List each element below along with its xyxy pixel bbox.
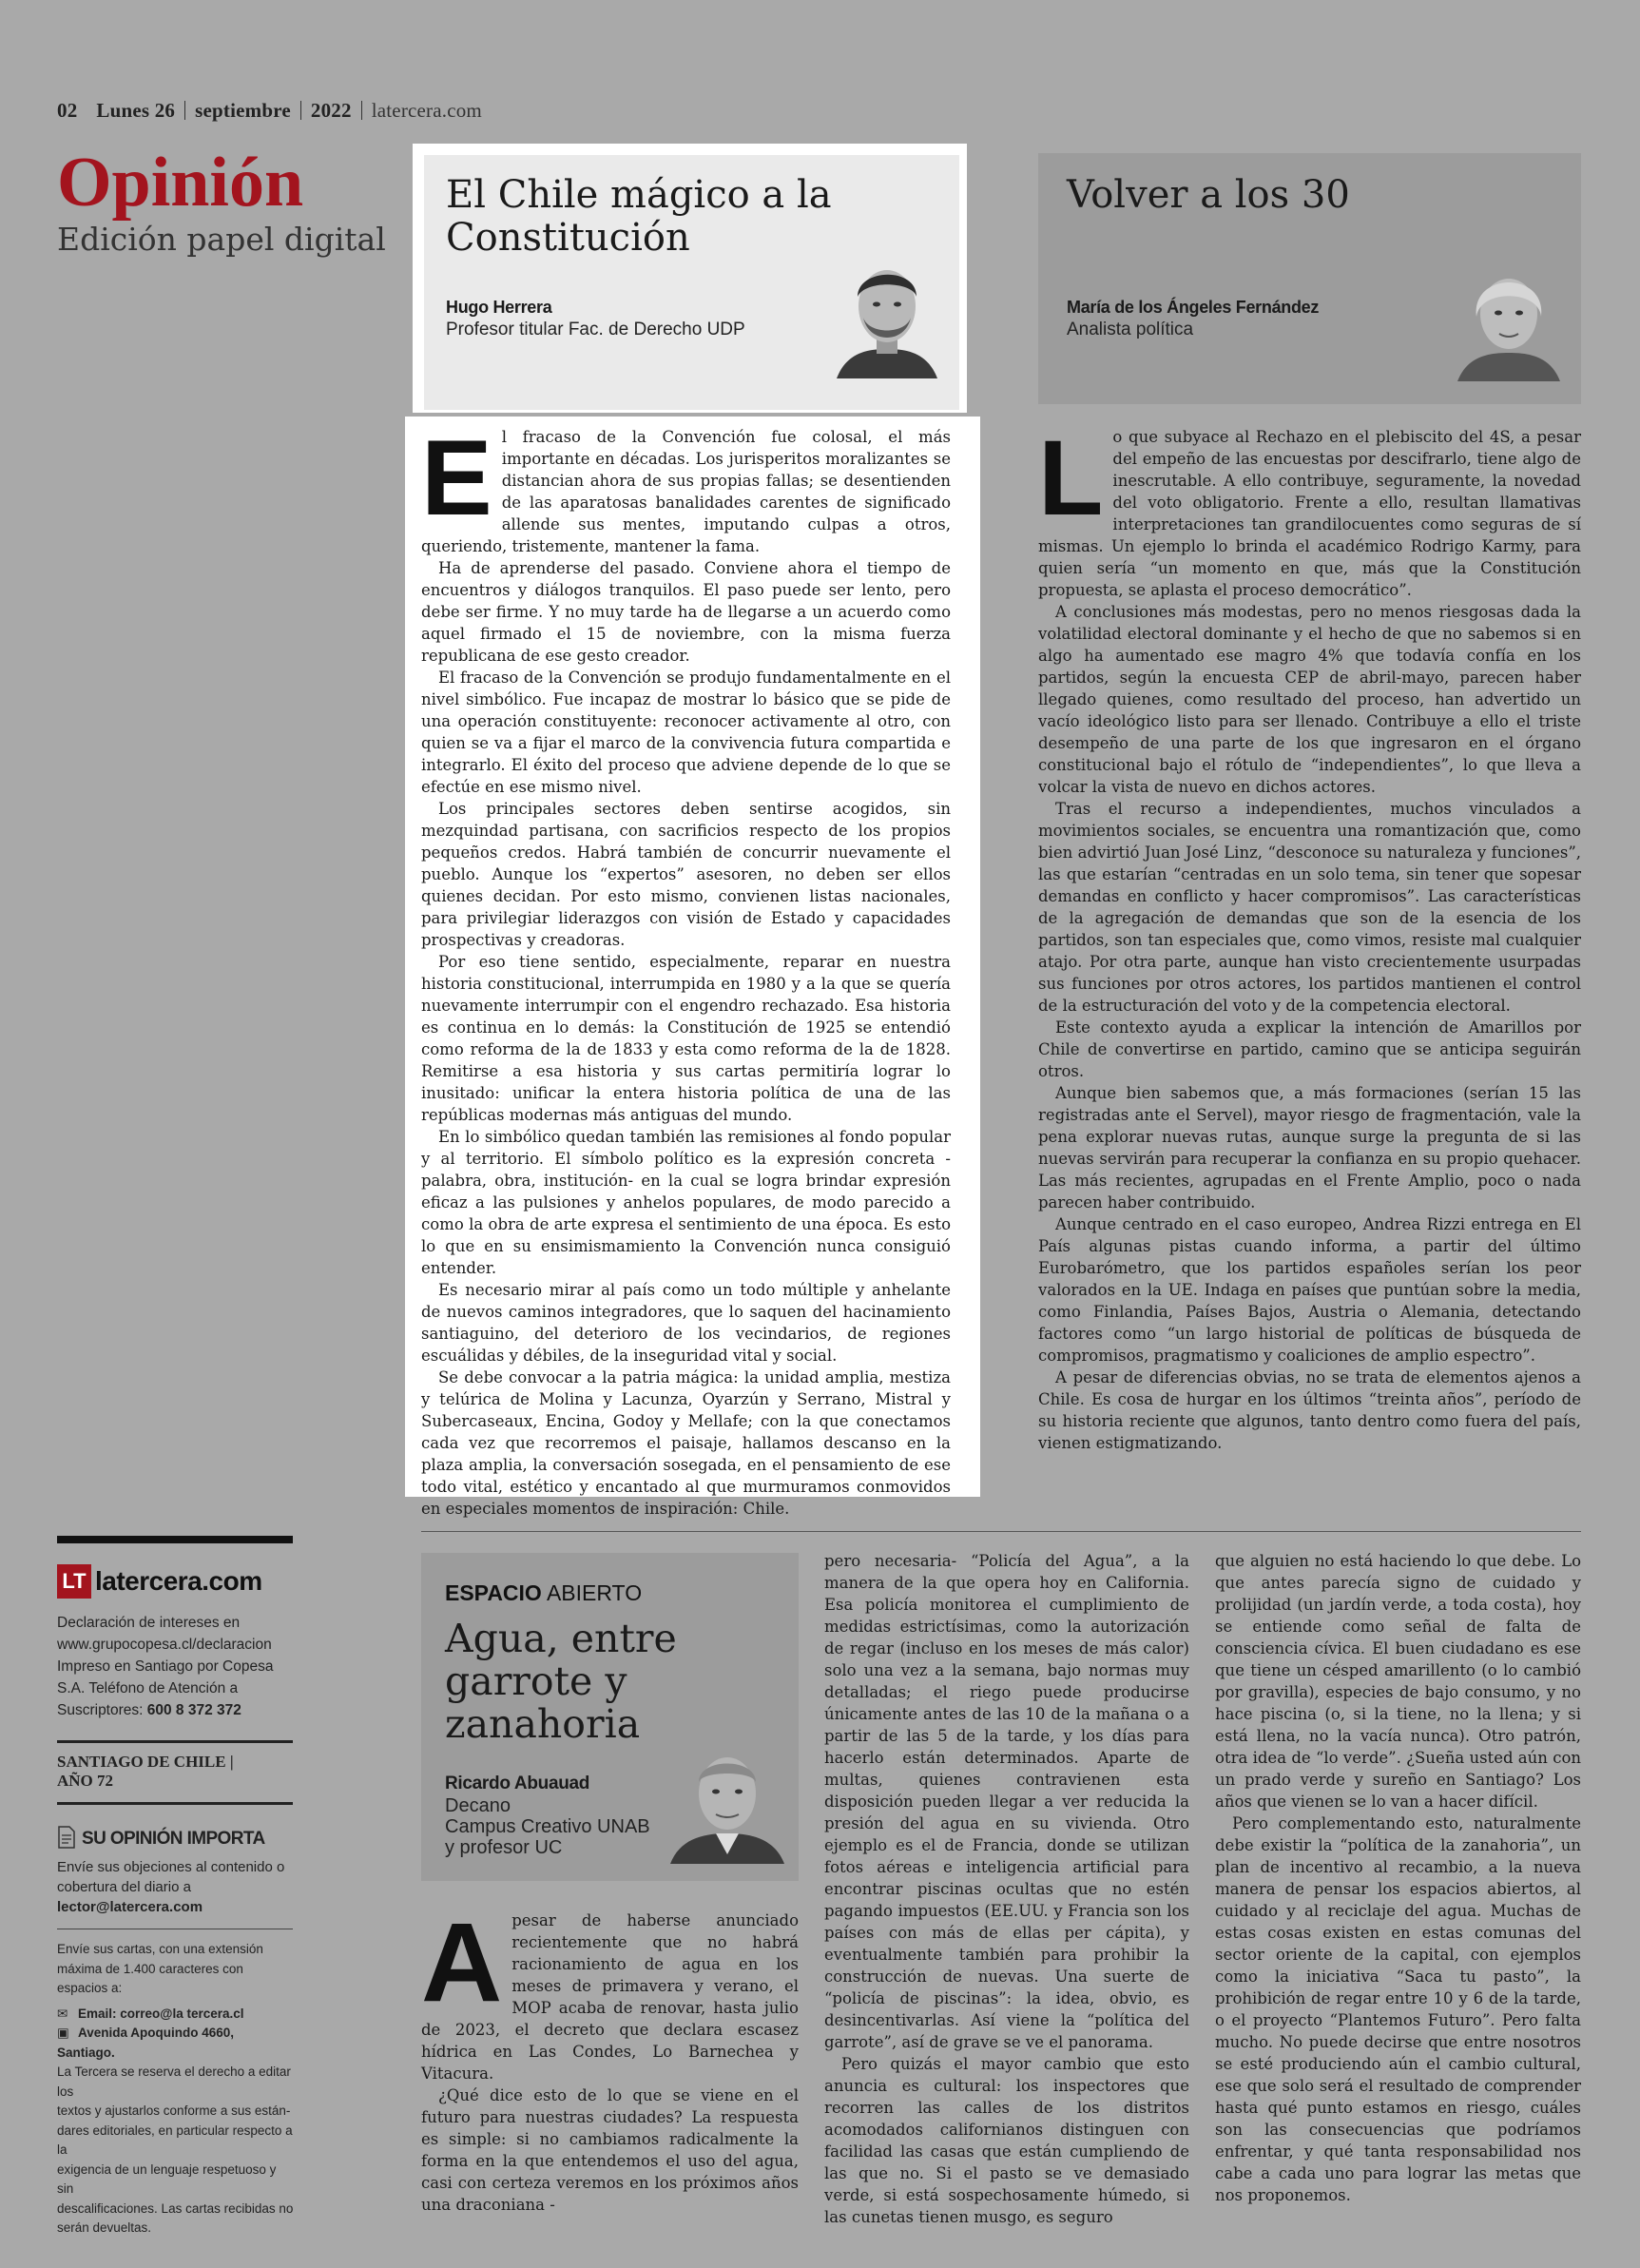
article3-paragraph: ¿Qué dice esto de lo que se viene en el futuro para nuestras ciudades? La respuesta es simple: si no cambiamos radicalmente la forma en la que entendemos el uso del agua, casi con certeza veremos en los próximos años una draconiana -: [421, 2086, 799, 2214]
article2-paragraph: Aunque centrado en el caso europeo, Andrea Rizzi entrega en El País algunas pistas cuando informa, a partir del último Eurobarómetro, que los partidos españoles serían los peor valorados en la UE. Indaga en países que puntúan sobre la media, como Finlandia, Países Bajos, Austria o Alemania, detectando factores como “un largo historial de políticas de búsqueda de compromisos, pragmatismo y coaliciones de amplio espectro”.: [1038, 1215, 1581, 1365]
header-year: 2022: [310, 99, 352, 122]
article3-paragraph: pesar de haberse anunciado recientemente que no habrá racionamiento de agua en los meses de primavera y verano, el MOP acaba de renovar, hasta julio de 2023, el decreto que declara escasez hídrica en Las Condes, Lo Barnechea y Vitacura.: [421, 1911, 799, 2083]
sidebar-rule: [57, 1802, 293, 1805]
letters-info: Envíe sus cartas, con una extensión máxima de 1.400 caracteres con espacios a: ✉ Email: correo@la tercera.cl ▣ Avenida Apoquindo 4660, Santiago. La Tercera se reserva el derecho a editar los textos y ajustarlos conforme a sus están- dares editoriales, en particular respecto a la exigencia de un lenguaje respetuoso y sin descalificaciones. Las cartas recibidas no serán devueltas.: [57, 1942, 294, 2235]
article3-author: Ricardo Abuauad: [445, 1774, 590, 1793]
publisher-info: Declaración de intereses en www.grupocopesa.cl/declaracion Impreso en Santiago por Copesa S.A. Teléfono de Atención a Suscriptores: 600 8 372 372: [57, 1612, 293, 1721]
sidebar-rule: [57, 1740, 293, 1743]
sidebar-top-rule: [57, 1536, 293, 1543]
article3-title: Agua, entre garrote y zanahoria: [445, 1616, 677, 1747]
article1-body: [421, 418, 951, 1520]
mailbox-icon: ▣: [57, 2026, 69, 2040]
article2-paragraph: A conclusiones más modestas, pero no menos riesgosas dada la volatilidad electoral dominante y el hecho de que no sabemos si en algo ha aumentado ese magro 4% que todavía confía en los partidos, según la encuesta CEP de abril-mayo, parecen haber llegado quienes, como resultado del proceso, han advertido un vacío ideológico listo para ser llenado. Contribuye a ello el triste desempeño de una parte de los que ingresaron en el órgano constitucional bajo el rótulo de “independientes”, lo que lleva a volcar la vista de nuevo en dichos actores.: [1038, 603, 1581, 796]
subscriber-phone: 600 8 372 372: [146, 1702, 241, 1718]
article3-author-photo: [670, 1740, 784, 1864]
email-icon: ✉: [57, 2006, 68, 2021]
section-subtitle: Edición papel digital: [57, 221, 386, 258]
section-title: Opinión: [57, 144, 304, 222]
article3-column-1: [421, 1900, 799, 2216]
brand-logo-text: latercera.com: [95, 1566, 262, 1596]
article2-author-role: Analista política: [1067, 320, 1194, 339]
reader-email-link[interactable]: lector@latercera.com: [57, 1899, 203, 1915]
document-icon: [57, 1826, 76, 1852]
article1-paragraph: Es necesario mirar al país como un todo múltiple y anhelante de nuevos caminos integradores, que lo saquen del hacinamiento santiaguino, del deterioro de los vecindarios, de regiones escuálidas y débiles, de la inseguridad vital y social.: [421, 1281, 951, 1365]
section-divider: [421, 1531, 1581, 1532]
article3-column-3: [1215, 1550, 1581, 2206]
article3-paragraph: Pero quizás el mayor cambio que esto anuncia es cultural: los inspectores que recorren las calles de los distritos acomodados californianos distinguen con facilidad las casas que están cumpliendo de las que no. Si el pasto se ve demasiado verde, si está sospechosamente húmedo, si las cunetas tienen musgo, es seguro: [824, 2055, 1189, 2226]
article3-drop-cap: A: [421, 1900, 503, 2026]
article1-paragraph: Los principales sectores deben sentirse acogidos, sin mezquindad partisana, con sacrificios respecto de los propios pequeños credos. Habrá también de concurrir nuevamente el pueblo. Aunque los “expertos” asesoren, no deben ser ellos quienes decidan. Por esto mismo, convienen listas nacionales, para privilegiar liderazgos con visión de Estado y capacidades prospectivas y creadoras.: [421, 800, 951, 949]
article3-paragraph: Pero complementando esto, naturalmente debe existir la “política de la zanahoria”, un plan de incentivo al recambio, a la nueva manera de pensar los espacios abiertos, al cuidado y al reciclaje del agua. Muchas de estas cosas existen en estas comunas del sector oriente de la capital, con ejemplos como la iniciativa “Saca tu pasto”, la prohibición de regar entre 10 y 6 de la tarde, o el proyecto “Plantemos Futuro”. Pero falta mucho. No puede decirse que entre nosotros se esté produciendo aún el cambio cultural, ese que solo será el resultado de comprender hasta qué punto estamos en riesgo, cuáles son las consecuencias que podríamos enfrentar, y qué tanta responsabilidad nos cabe a cada uno para lograr las metas que nos proponemos.: [1215, 1814, 1581, 2204]
article1-paragraph: Se debe convocar a la patria mágica: la unidad amplia, mestiza y telúrica de Molina y Lacunza, Oyarzún y Serrano, Mistral y Subercaseaux, Encina, Godoy y Mellafe; con la que conectamos cada vez que recorremos el paisaje, hallamos descanso en la plaza amplia, la conversación sosegada, en el pensamiento de ese todo vital, estético y encantado al que murmuramos conmovidos en especiales momentos de inspiración: Chile.: [421, 1368, 951, 1518]
declaration-link[interactable]: www.grupocopesa.cl/declaracion: [57, 1637, 272, 1653]
letters-email[interactable]: Email: correo@la tercera.cl: [78, 2006, 244, 2021]
article1-paragraph: En lo simbólico quedan también las remisiones al fondo popular y al territorio. El símbolo político es la expresión concreta -palabra, obra, institución- en la cual se logra brindar expresión eficaz a las pulsiones y anhelos populares, de modo parecido a como la obra de arte expresa el sentimiento de una época. Es esto lo que en su ensimismamiento la Convención nunca consiguió entender.: [421, 1128, 951, 1277]
article3-paragraph: que alguien no está haciendo lo que debe. Lo que antes parecía signo de cuidado y prolijidad (un jardín verde, a toda costa), hoy se entiende como señal de falta de consciencia cívica. El buen ciudadano es ese que tiene un césped amarillento (o lo cambió por gravilla), especies de bajo consumo, y no hace piscina (o, si la tiene, no la llena; y si está llena, no la vacía nunca). Otro patrón, otra idea de “lo verde”. ¿Sueña usted aún con un prado verde y sureño en Santiago? Los años que vienen se lo van a hacer difícil.: [1215, 1552, 1581, 1811]
brand-logo-mark: LT: [57, 1564, 91, 1599]
opinion-info: Envíe sus objeciones al contenido o cobertura del diario a lector@latercera.com: [57, 1857, 295, 1917]
article1-paragraph: l fracaso de la Convención fue colosal, el más importante en décadas. Los jurisperitos moralizantes se distancian ahora de sus propias fallas; se desentienden de las aparatosas banalidades carentes de significado allende sus mentes, imputando culpas a otros, queriendo, tristemente, mantener la fama.: [421, 428, 951, 555]
letters-address: Avenida Apoquindo 4660, Santiago.: [57, 2026, 235, 2060]
article2-body: [1038, 418, 1581, 1454]
article1-drop-cap: E: [421, 418, 492, 537]
article2-author: María de los Ángeles Fernández: [1067, 298, 1320, 317]
article3-kicker: ESPACIO ABIERTO: [445, 1580, 643, 1605]
article1-author: Hugo Herrera: [446, 298, 552, 317]
article1-paragraph: Por eso tiene sentido, especialmente, reparar en nuestra historia constitucional, interrumpida en 1980 y a la que se quería nuevamente interrumpir con el engendro rechazado. Esa historia es continua en lo demás: la Constitución de 1925 se entendió como reforma de la de 1833 y esta como reforma de la de 1828. Remitirse a esa historia y sus cartas permitiría lograr lo inusitado: unificar la entera historia política de una de las repúblicas modernas más antiguas del mundo.: [421, 953, 951, 1124]
brand-logo[interactable]: [57, 1564, 262, 1599]
article1-title: El Chile mágico a la Constitución: [446, 173, 832, 260]
article1-paragraph: Ha de aprenderse del pasado. Conviene ahora el tiempo de encuentros y diálogos tranquilos. El paso puede ser lento, pero debe ser firme. Y no muy tarde ha de llegarse a un acuerdo como aquel firmado el 15 de noviembre, con la misma fuerza republicana de ese gesto creador.: [421, 559, 951, 665]
article2-paragraph: Este contexto ayuda a explicar la intención de Amarillos por Chile de convertirse en partido, camino que se anticipa seguirán otros.: [1038, 1018, 1581, 1080]
header-day: Lunes 26: [96, 99, 176, 122]
article3-paragraph: pero necesaria- “Policía del Agua”, a la manera de la que opera hoy en California. Esa policía monitorea el cumplimiento de medidas estrictísimas, como la autorización de regar (incluso en los meses de más calor) solo una vez a la semana, bajo normas muy detalladas; el riego puede producirse únicamente antes de las 10 de la mañana o a partir de las 5 de la tarde, y los días para hacerlo están determinados. Aparte de multas, quienes contravienen esta disposición pueden llegar a ver reducida la presión del agua en su vivienda. Otro ejemplo es el de Francia, donde se utilizan fotos aéreas e inteligencia artificial para encontrar piscinas ocultas que no estén pagando impuestos (EE.UU. y Francia son los países con más de ellas per cápita), y eventualmente también para prohibir la construcción de nuevas. Una suerte de “policía de piscinas”: la idea, obvio, es desincentivarlas. Así viene la “política del garrote”, así de grave se ve el panorama.: [824, 1552, 1189, 2051]
article2-author-photo: [1457, 262, 1560, 381]
header-month: septiembre: [195, 99, 291, 122]
article2-title: Volver a los 30: [1067, 173, 1350, 217]
article1-paragraph: El fracaso de la Convención se produjo fundamentalmente en el nivel simbólico. Fue incapaz de mostrar lo básico que se pide de una operación constituyente: reconocer activamente al otro, con quien se va a fijar el marco de la convivencia futura compartida e integrarlo. El éxito del proceso que adviene depende de lo que se efectúe en ese mismo nivel.: [421, 669, 951, 796]
article2-drop-cap: L: [1038, 418, 1104, 537]
article3-column-2: [824, 1550, 1189, 2228]
article2-paragraph: A pesar de diferencias obvias, no se trata de elementos ajenos a Chile. Es cosa de hurgar en los últimos “treinta años”, período de su historia reciente que algunos, tanto dentro como fuera del país, vienen estigmatizando.: [1038, 1368, 1581, 1452]
header-site-link[interactable]: latercera.com: [371, 99, 482, 122]
page-header: [57, 99, 482, 123]
article3-author-role: Decano Campus Creativo UNAB y profesor UC: [445, 1795, 650, 1858]
city-year: SANTIAGO DE CHILE | AÑO 72: [57, 1753, 234, 1790]
opinion-heading: SU OPINIÓN IMPORTA: [57, 1826, 265, 1852]
article2-paragraph: Aunque bien sabemos que, a más formaciones (serían 15 las registradas ante el Servel), mayor riesgo de fragmentación, vale la pena explorar nuevas rutas, aunque surge la pregunta de si las nuevas servirán para recuperar la confianza en su propio quehacer. Las más recientes, agrupadas en el Frente Amplio, poco o nada parecen haber contribuido.: [1038, 1084, 1581, 1212]
article1-author-photo: [837, 259, 937, 378]
article2-paragraph: o que subyace al Rechazo en el plebiscito del 4S, a pesar del empeño de las encuestas por descifrarlo, tiene algo de inescrutable. A ello contribuye, seguramente, la novedad del voto obligatorio. Frente a ello, resultan llamativas interpretaciones tan grandilocuentes como seguras de sí mismas. Un ejemplo lo brinda el académico Rodrigo Karmy, para quien sería “un momento en que, más que la Constitución propuesta, se aplasta el proceso democrático”.: [1038, 428, 1581, 599]
page-number: 02: [57, 99, 78, 122]
article2-paragraph: Tras el recurso a independientes, muchos vinculados a movimientos sociales, se encuentra una romantización que, como bien advirtió Juan José Linz, “desconoce su naturaleza y funciones”, las que estarían “centradas en un solo tema, sin tener que sopesar demandas en conflicto y hacer compromisos”. Las características de la agregación de demandas que son de la esencia de los partidos, son tan especiales que, como vimos, resiste mal cualquier atajo. Por otra parte, aunque han visto crecientemente usurpadas sus funciones por otros actores, los partidos mantienen el control de la estructuración del voto y de la competencia electoral.: [1038, 800, 1581, 1015]
article1-author-role: Profesor titular Fac. de Derecho UDP: [446, 320, 745, 339]
